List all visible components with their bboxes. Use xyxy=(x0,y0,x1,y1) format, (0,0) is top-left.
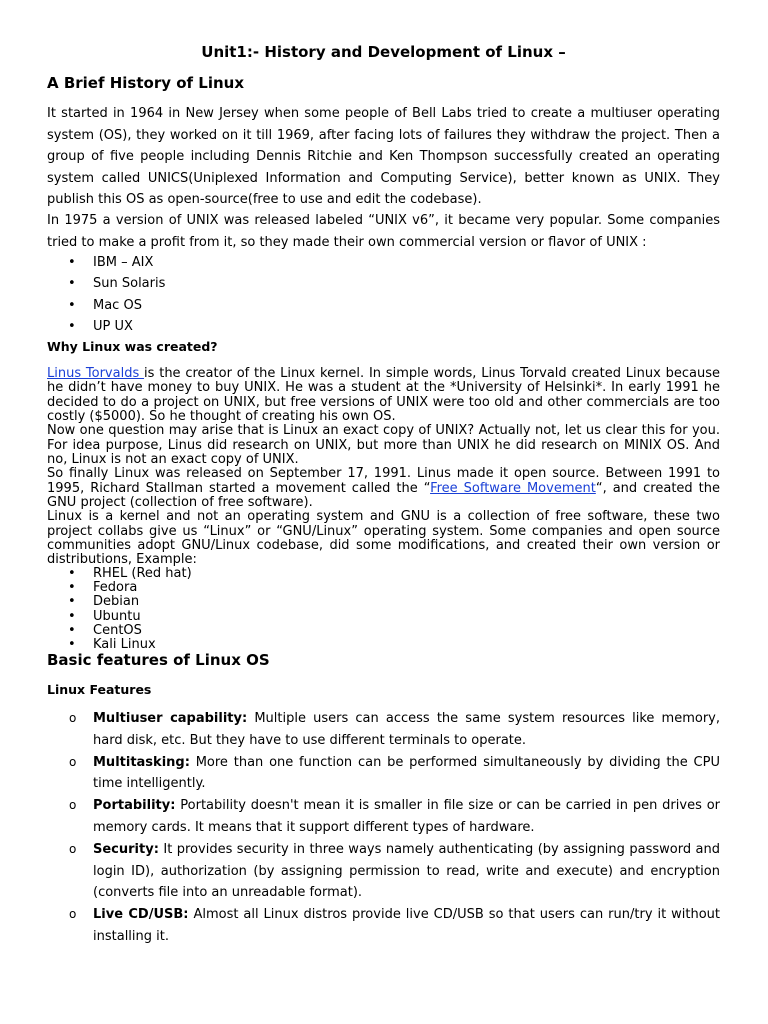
feature-marker: o xyxy=(69,711,77,725)
page-title: Unit1:- History and Development of Linux – xyxy=(201,43,566,61)
list-item: • Ubuntu xyxy=(47,610,720,624)
feature-item xyxy=(47,904,720,948)
feature-marker: o xyxy=(69,754,77,769)
list-item: • Mac OS xyxy=(47,295,720,316)
linus-torvalds-link[interactable]: Linus Torvalds xyxy=(47,366,145,381)
list-item: • Fedora xyxy=(47,581,720,595)
features-subheading: Linux Features xyxy=(47,682,152,697)
list-item: • Sun Solaris xyxy=(47,273,720,294)
feature-description: More than one function can be performed simultaneously by dividing the CPU time intelligently. xyxy=(93,754,720,792)
why-paragraph-3-post: “, and created the GNU project (collection of free software). xyxy=(47,480,721,511)
feature-name: Multiuser capability: xyxy=(93,711,248,726)
feature-description: Portability doesn't mean it is smaller in file size or can be carried in pen drives or memory cards. It means that it support different types of hardware. xyxy=(93,798,720,835)
feature-marker: o xyxy=(69,841,77,856)
why-linux-heading: Why Linux was created? xyxy=(47,339,218,354)
feature-marker: o xyxy=(69,907,77,922)
why-paragraph-2: Now one question may arise that is Linux an exact copy of UNIX? Actually not, let us clear this for you. For idea purpose, Linus did research on UNIX, but more than UNIX he did research on MINIX OS. And no, Linux is not an exact copy of UNIX. xyxy=(47,423,720,468)
list-item: • Debian xyxy=(47,595,720,609)
feature-description: It provides security in three ways namely authenticating (by assigning password and login ID), authorization (by assigning permission to read, write and execute) and encryption (converts file into an unreadable format). xyxy=(93,841,720,901)
history-paragraph-2: In 1975 a version of UNIX was released labeled “UNIX v6”, it became very popular. Some companies tried to make a profit from it, so they made their own commercial version or flavor of UNIX : xyxy=(47,213,720,250)
feature-item xyxy=(47,839,720,904)
why-paragraph-1 xyxy=(47,367,720,424)
why-paragraph-3-pre: So finally Linux was released on September 17, 1991. Linus made it open source. Between 1991 to 1995, Richard Stallman started a movement called the “ xyxy=(47,466,720,496)
list-item: • UP UX xyxy=(47,316,720,337)
feature-item xyxy=(47,752,720,796)
feature-name: Multitasking: xyxy=(93,754,190,770)
history-paragraph-1: It started in 1964 in New Jersey when some people of Bell Labs tried to create a multiuser operating system (OS), they worked on it till 1969, after facing lots of failures they withdraw the project. Then a group of five people including Dennis Ritchie and Ken Thompson successfully created an operating system called UNICS(Uniplexed Information and Computing Service), better known as UNIX. They publish this OS as open-source(free to use and edit the codebase). xyxy=(47,106,720,207)
feature-name: Live CD/USB: xyxy=(93,907,189,923)
feature-name: Security: xyxy=(93,841,159,857)
free-software-movement-link[interactable]: Free Software Movement xyxy=(430,480,596,496)
why-paragraph-1-text: is the creator of the Linux kernel. In simple words, Linus Torvald created Linux because he didn’t have money to buy UNIX. He was a student at the *University of Helsinki*. In early 1991 he decided to do a project on UNIX, but free versions of UNIX were too old and other commercials are too costly ($5000). So he thought of creating his own OS. xyxy=(47,366,720,425)
features-list xyxy=(47,708,720,948)
why-paragraph-4: Linux is a kernel and not an operating system and GNU is a collection of free software, these two project collabs give us “Linux” or “GNU/Linux” operating system. Some companies and open source communities adopt GNU/Linux codebase, did some modifications, and created their own version or distributions, Example: xyxy=(47,509,720,568)
section-heading-features: Basic features of Linux OS xyxy=(47,651,270,669)
feature-item xyxy=(47,708,720,752)
feature-description: Almost all Linux distros provide live CD/USB so that users can run/try it without installing it. xyxy=(93,907,720,944)
list-item: • IBM – AIX xyxy=(47,252,720,273)
unix-flavors-list xyxy=(47,252,720,337)
list-item: • RHEL (Red hat) xyxy=(47,567,720,581)
feature-item xyxy=(47,795,720,839)
feature-name: Portability: xyxy=(93,798,176,814)
list-item: • CentOS xyxy=(47,624,720,638)
list-item: • Kali Linux xyxy=(47,638,720,652)
feature-description: Multiple users can access the same system resources like memory, hard disk, etc. But they have to use different terminals to operate. xyxy=(93,711,721,748)
distros-list xyxy=(47,567,720,652)
why-linux-text xyxy=(47,367,720,568)
why-paragraph-3 xyxy=(47,467,720,510)
section-heading-history: A Brief History of Linux xyxy=(47,74,245,92)
feature-marker: o xyxy=(69,798,77,813)
